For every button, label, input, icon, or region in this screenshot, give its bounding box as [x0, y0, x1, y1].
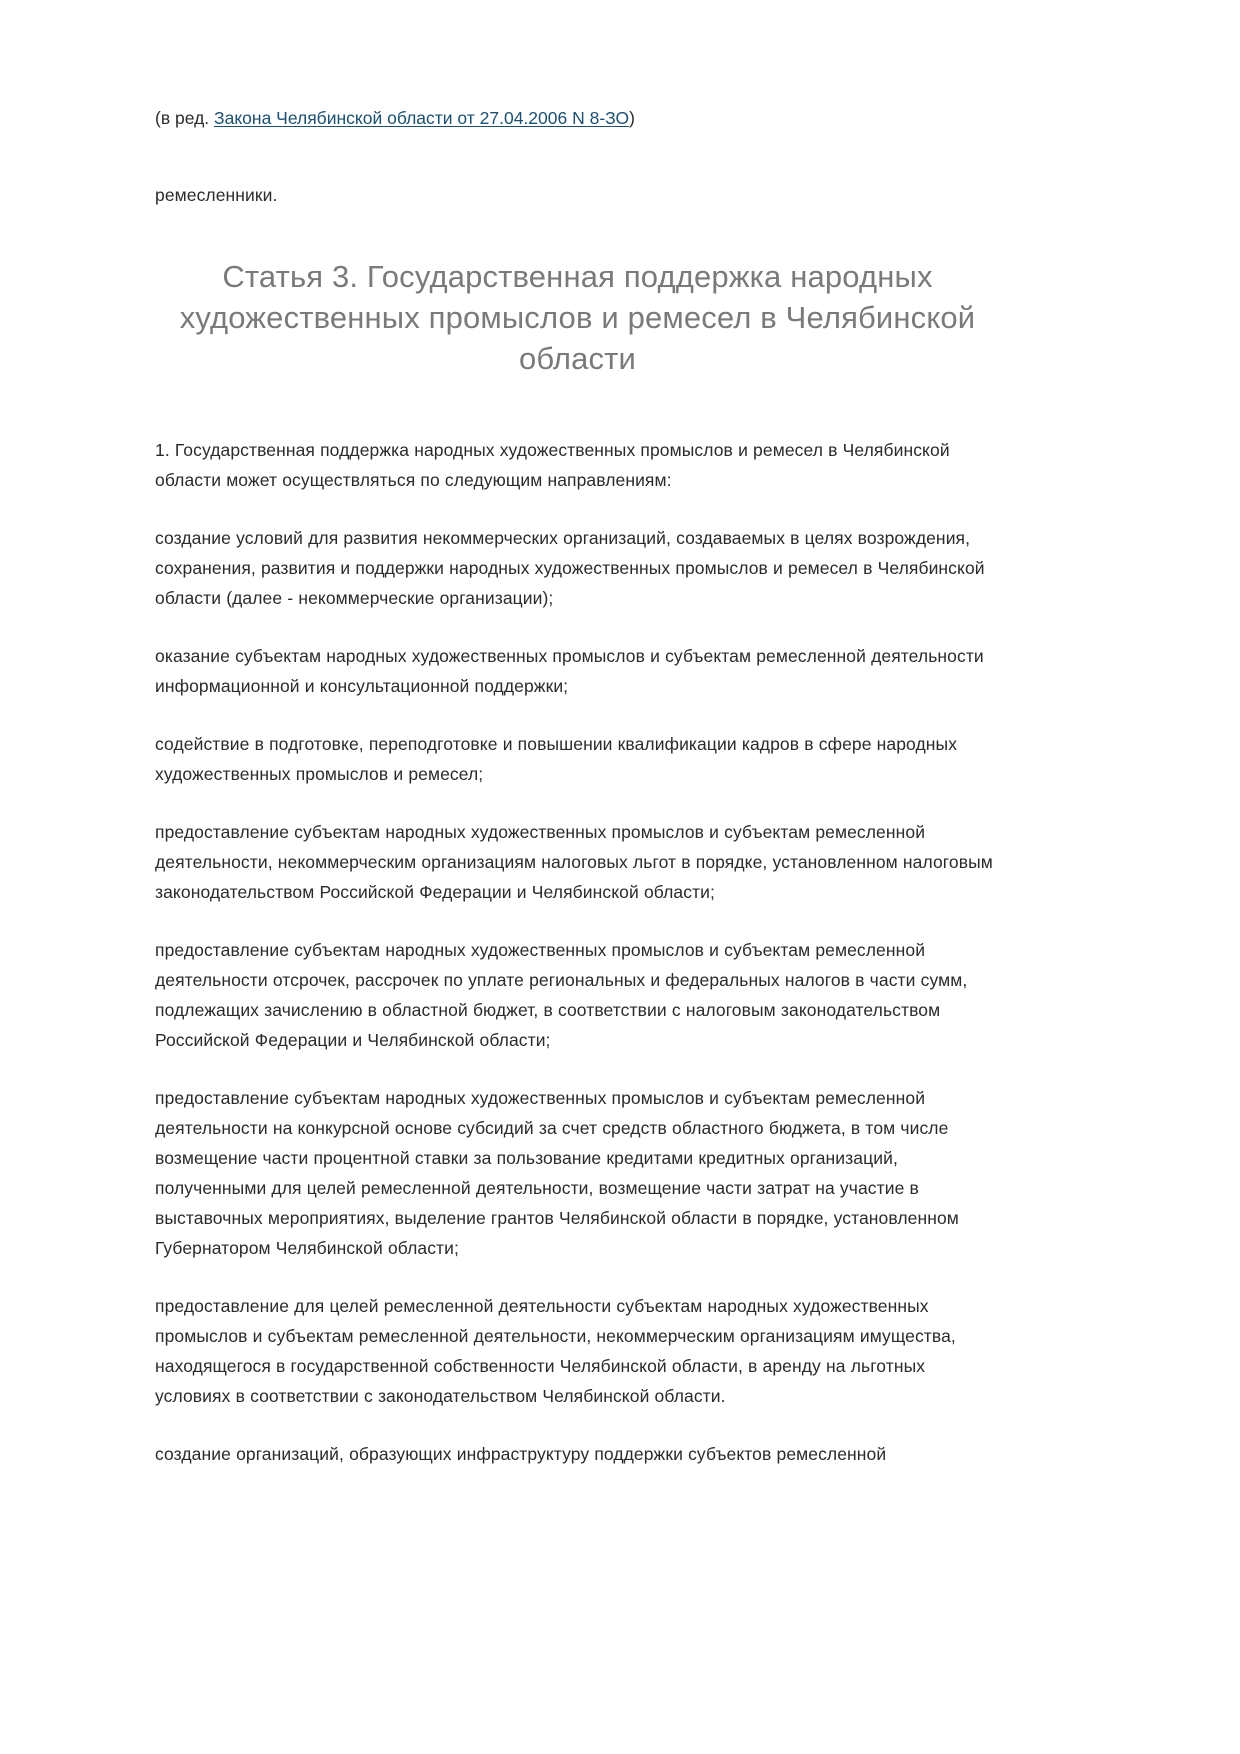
paragraph-6: предоставление субъектам народных художественных промыслов и субъектам ремесленной деятельности отсрочек, рассрочек по уплате региональных и федеральных налогов в части сумм, подлежащих зачислению в областной бюджет, в соответствии с налоговым законодательством Российской Федерации и Челябинской области; — [155, 940, 968, 1050]
amendment-note-suffix: ) — [629, 108, 635, 128]
law-reference-link[interactable]: Закона Челябинской области от 27.04.2006 N 8-ЗО — [214, 108, 630, 128]
paragraph-9: создание организаций, образующих инфраструктуру поддержки субъектов ремесленной — [155, 1444, 887, 1464]
paragraph-7: предоставление субъектам народных художественных промыслов и субъектам ремесленной деятельности на конкурсной основе субсидий за счет средств областного бюджета, в том числе возмещение части процентной ставки за пользование кредитами кредитных организаций, полученными для целей ремесленной деятельности, возмещение части затрат на участие в выставочных мероприятиях, выделение грантов Челябинской области в порядке, установленном Губернатором Челябинской области; — [155, 1088, 959, 1258]
paragraph-8: предоставление для целей ремесленной деятельности субъектам народных художественных промыслов и субъектам ремесленной деятельности, некоммерческим организациям имущества, находящегося в государственной собственности Челябинской области, в аренду на льготных условиях в соответствии с законодательством Челябинской области. — [155, 1296, 956, 1406]
paragraph-1: 1. Государственная поддержка народных художественных промыслов и ремесел в Челябинской области может осуществляться по следующим направлениям: — [155, 440, 950, 490]
paragraph-3: оказание субъектам народных художественных промыслов и субъектам ремесленной деятельности информационной и консультационной поддержки; — [155, 646, 984, 696]
amendment-note-prefix: (в ред. — [155, 108, 215, 128]
paragraph-5: предоставление субъектам народных художественных промыслов и субъектам ремесленной деятельности, некоммерческим организациям налоговых льгот в порядке, установленном налоговым законодательством Российской Федерации и Челябинской области; — [155, 822, 993, 902]
article-title: Статья 3. Государственная поддержка народных художественных промыслов и ремесел в Челябинской области — [179, 259, 976, 376]
amendment-note — [155, 104, 1000, 132]
document-body — [155, 104, 1000, 1469]
paragraph-2: создание условий для развития некоммерческих организаций, создаваемых в целях возрождения, сохранения, развития и поддержки народных художественных промыслов и ремесел в Челябинской области (далее - некоммерческие организации); — [155, 528, 985, 608]
lead-paragraph: ремесленники. — [155, 185, 278, 205]
paragraph-4: содействие в подготовке, переподготовке и повышении квалификации кадров в сфере народных художественных промыслов и ремесел; — [155, 734, 958, 784]
